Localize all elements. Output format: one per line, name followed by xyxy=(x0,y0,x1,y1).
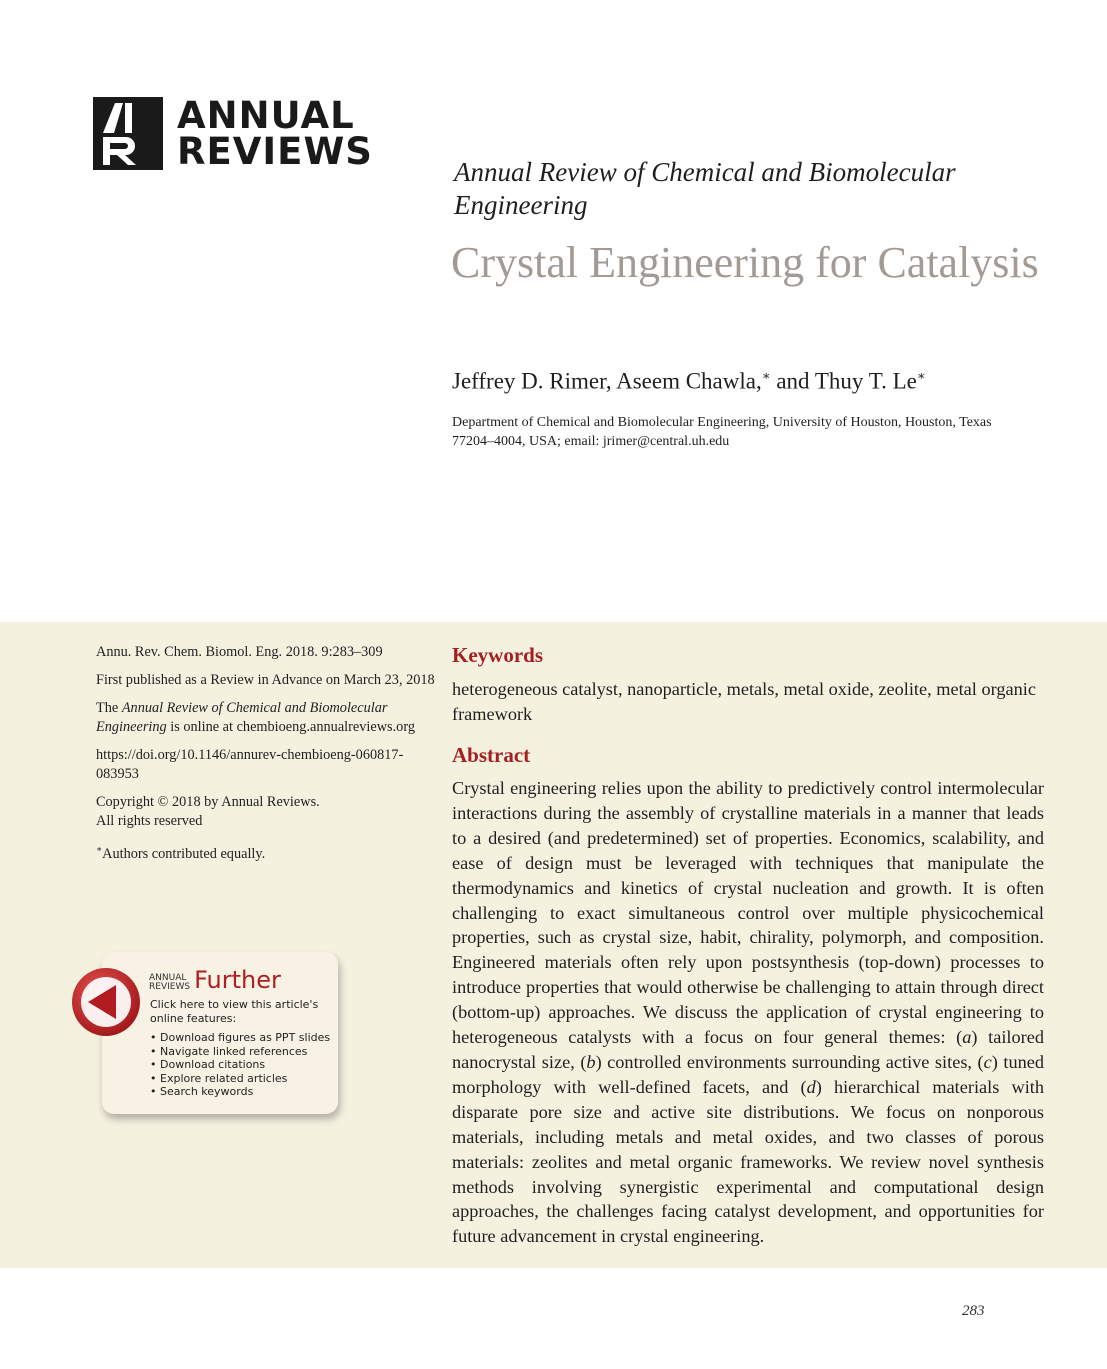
play-arrow-icon[interactable] xyxy=(70,966,142,1038)
keywords-heading: Keywords xyxy=(452,643,543,667)
authors-part-1: Jeffrey D. Rimer, Aseem Chawla, xyxy=(452,368,762,394)
further-feature-list xyxy=(150,1031,330,1099)
further-intro-text: to view this article's online features: xyxy=(150,998,319,1025)
further-online-features-box[interactable] xyxy=(70,952,345,1122)
journal-name: Annual Review of Chemical and Biomolecular Engineering xyxy=(454,157,956,220)
online-journal-name: Annual Review of Chemical and Biomolecular Engineering xyxy=(96,700,388,735)
annual-reviews-logo xyxy=(93,93,373,173)
equal-contribution-mark: ∗ xyxy=(761,368,771,383)
enum-c: c xyxy=(983,1051,992,1072)
copyright-note xyxy=(96,793,436,831)
footnote-mark: ∗ xyxy=(96,844,103,854)
citation: Annu. Rev. Chem. Biomol. Eng. 2018. 9:283–309 xyxy=(96,644,383,660)
equal-contribution-mark: ∗ xyxy=(916,368,926,383)
further-intro xyxy=(150,998,330,1026)
footnote-text: Authors contributed equally. xyxy=(102,845,266,862)
abstract-part: ) controlled environments surrounding active sites, ( xyxy=(595,1051,984,1072)
author-list xyxy=(452,368,1072,395)
logo-line-annual: ANNUAL xyxy=(177,93,355,137)
rights-line: All rights reserved xyxy=(96,813,203,829)
page-number: 283 xyxy=(962,1303,985,1319)
abstract-part: Crystal engineering relies upon the ability to predictively control intermolecular interactions during the assembly of crystalline materials in a manner that leads to a desired (and predetermined) set of properties. Economics, scalability, and ease of design must be leveraged with techniques that manipulate the thermodynamics and kinetics of crystal nucleation and growth. It is often challenging to exact simultaneous control over multiple physicochemical properties, such as crystal size, habit, chirality, polymorph, and composition. Engineered materials often rely upon postsynthesis (top-down) processes to introduce properties that would otherwise be challenging to attain through direct (bottom-up) approaches. We discuss the application of crystal engineering to heterogeneous catalysts with a focus on four general themes: ( xyxy=(452,778,1044,1048)
enum-d: d xyxy=(806,1076,816,1097)
author-affiliation: Department of Chemical and Biomolecular Engineering, University of Houston, Houston, Texas 77204–4004, USA; email: jrimer@central.uh.edu xyxy=(452,415,992,449)
copyright-line: Copyright © 2018 by Annual Reviews. xyxy=(96,794,320,810)
further-feature-item: • Download figures as PPT slides xyxy=(150,1031,330,1045)
online-url-text: is online at chembioeng.annualreviews.org xyxy=(170,719,415,735)
ar-logo-mark-icon xyxy=(93,97,163,170)
keywords-text: heterogeneous catalyst, nanoparticle, metals, metal oxide, zeolite, metal organic framework xyxy=(452,679,1036,724)
abstract-text xyxy=(452,776,1044,1249)
further-title: Further xyxy=(194,966,281,994)
article-meta-sidebar xyxy=(96,643,436,873)
abstract-part: ) hierarchical materials with disparate pore size and active site distributions. We focus on nonporous materials, including metals and metal oxides, and two classes of porous materials: zeolites and metal organic frameworks. We review novel synthesis methods involving synergistic experimental and computational design approaches, the challenges facing catalyst development, and opportunities for future advancement in crystal engineering. xyxy=(452,1076,1044,1247)
further-feature-item: • Navigate linked references xyxy=(150,1045,330,1059)
online-the: The xyxy=(96,700,119,716)
further-reviews: REVIEWS xyxy=(149,982,191,992)
further-feature-item: • Explore related articles xyxy=(150,1072,330,1086)
enum-a: a xyxy=(962,1027,972,1048)
online-note xyxy=(96,699,436,737)
article-title: Crystal Engineering for Catalysis xyxy=(451,238,1039,287)
further-annual: ANNUAL xyxy=(149,973,187,983)
first-published-note: First published as a Review in Advance on March 23, 2018 xyxy=(96,672,435,688)
authors-part-2: and Thuy T. Le xyxy=(770,368,917,394)
enum-b: b xyxy=(586,1051,596,1072)
author-footnote xyxy=(96,840,436,864)
click-here-link[interactable]: Click here xyxy=(150,998,205,1011)
further-feature-item: • Download citations xyxy=(150,1058,330,1072)
abstract-part: ) tailored nanocrystal size, ( xyxy=(452,1027,1044,1072)
abstract-heading: Abstract xyxy=(452,743,531,767)
further-feature-item: • Search keywords xyxy=(150,1085,330,1099)
doi-link[interactable]: https://doi.org/10.1146/annurev-chembioeng-060817-083953 xyxy=(96,747,404,782)
logo-line-reviews: REVIEWS xyxy=(177,129,373,173)
abstract-part: ) tuned morphology with well-defined facets, and ( xyxy=(452,1051,1044,1097)
further-heading xyxy=(149,968,281,992)
